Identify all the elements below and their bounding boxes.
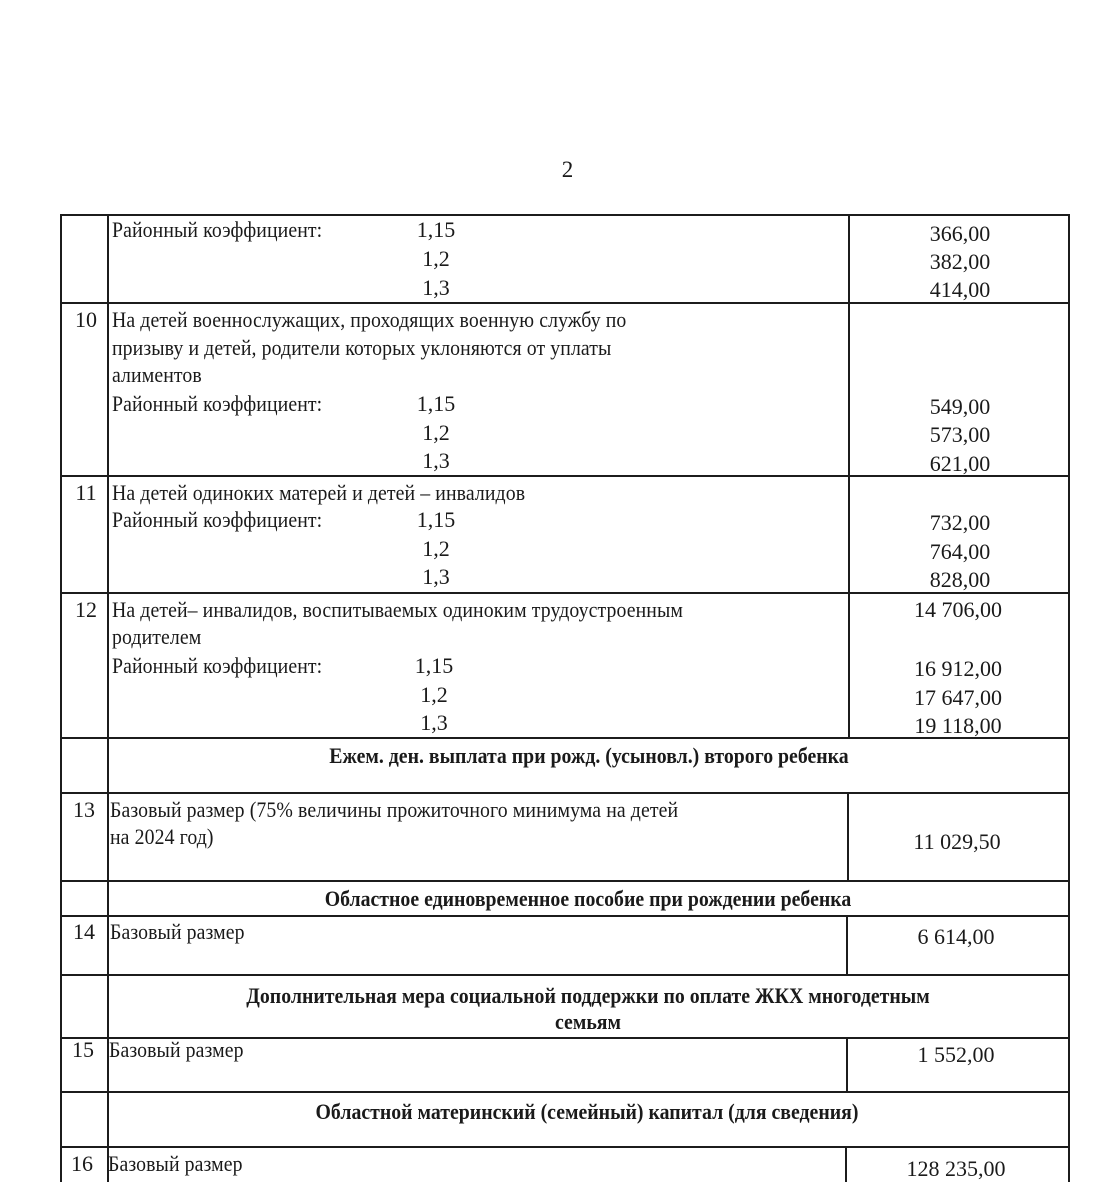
section-heading: семьям bbox=[555, 1009, 621, 1034]
amount-value: 573,00 bbox=[929, 422, 991, 447]
row-title: Базовый размер bbox=[108, 1151, 243, 1176]
amount-value: 16 912,00 bbox=[914, 656, 1002, 681]
row-title: родителем bbox=[112, 624, 202, 649]
coef-value: 1,2 bbox=[420, 682, 448, 707]
amount-value: 17 647,00 bbox=[914, 685, 1002, 710]
amount-value: 621,00 bbox=[929, 451, 991, 476]
row-number: 12 bbox=[75, 597, 97, 622]
coef-label: Районный коэффициент: bbox=[112, 653, 323, 678]
row-title: на 2024 год) bbox=[110, 824, 214, 849]
row-title: призыву и детей, родители которых уклоняются от уплаты bbox=[112, 335, 612, 360]
row-number: 15 bbox=[72, 1037, 94, 1062]
section-heading: Областной материнский (семейный) капитал (для сведения) bbox=[315, 1099, 859, 1124]
page-number: 2 bbox=[561, 157, 574, 182]
row-divider bbox=[60, 915, 1070, 917]
row-title: На детей одиноких матерей и детей – инвалидов bbox=[112, 480, 526, 505]
section-heading: Областное единовременное пособие при рождении ребенка bbox=[324, 886, 852, 911]
coef-value: 1,3 bbox=[422, 564, 450, 589]
amount-value: 1 552,00 bbox=[917, 1042, 995, 1067]
row-number: 10 bbox=[75, 307, 97, 332]
base-amount-value: 14 706,00 bbox=[914, 597, 1002, 622]
row-number: 14 bbox=[73, 919, 95, 944]
amount-value: 828,00 bbox=[929, 567, 991, 592]
coef-value: 1,3 bbox=[422, 448, 450, 473]
amount-value: 11 029,50 bbox=[913, 829, 1001, 854]
amount-value: 366,00 bbox=[929, 221, 991, 246]
coef-value: 1,2 bbox=[422, 536, 450, 561]
row-number: 16 bbox=[71, 1151, 93, 1176]
coef-value: 1,15 bbox=[416, 217, 456, 242]
row-number: 13 bbox=[73, 797, 95, 822]
coef-value: 1,2 bbox=[422, 420, 450, 445]
amount-value: 549,00 bbox=[929, 394, 991, 419]
row-divider bbox=[60, 1146, 1070, 1148]
row-title: Базовый размер (75% величины прожиточного минимума на детей bbox=[110, 797, 679, 822]
coef-value: 1,15 bbox=[416, 507, 456, 532]
row-divider bbox=[60, 974, 1070, 976]
amount-value: 732,00 bbox=[929, 510, 991, 535]
amount-value: 764,00 bbox=[929, 539, 991, 564]
amount-value: 128 235,00 bbox=[906, 1156, 1006, 1181]
coef-value: 1,3 bbox=[420, 710, 448, 735]
section-heading: Ежем. ден. выплата при рожд. (усыновл.) второго ребенка bbox=[329, 743, 849, 768]
amount-value: 414,00 bbox=[929, 277, 991, 302]
coef-label: Районный коэффициент: bbox=[112, 391, 323, 416]
coef-label: Районный коэффициент: bbox=[112, 217, 323, 242]
row-title: Базовый размер bbox=[109, 1037, 244, 1062]
coef-value: 1,3 bbox=[422, 275, 450, 300]
amount-value: 19 118,00 bbox=[914, 713, 1002, 738]
row-title: На детей военнослужащих, проходящих военную службу по bbox=[112, 307, 627, 332]
row-title: Базовый размер bbox=[110, 919, 245, 944]
row-number: 11 bbox=[75, 480, 97, 505]
row-divider bbox=[60, 792, 1070, 794]
amount-value: 6 614,00 bbox=[917, 924, 995, 949]
amount-value: 382,00 bbox=[929, 249, 991, 274]
coef-label: Районный коэффициент: bbox=[112, 507, 323, 532]
row-divider bbox=[60, 880, 1070, 882]
row-title: На детей– инвалидов, воспитываемых одиноким трудоустроенным bbox=[112, 597, 683, 622]
coef-value: 1,2 bbox=[422, 246, 450, 271]
coef-value: 1,15 bbox=[416, 391, 456, 416]
row-divider bbox=[60, 1091, 1070, 1093]
coef-value: 1,15 bbox=[414, 653, 454, 678]
row-title: алиментов bbox=[112, 362, 202, 387]
section-heading: Дополнительная мера социальной поддержки по оплате ЖКХ многодетным bbox=[246, 983, 930, 1008]
